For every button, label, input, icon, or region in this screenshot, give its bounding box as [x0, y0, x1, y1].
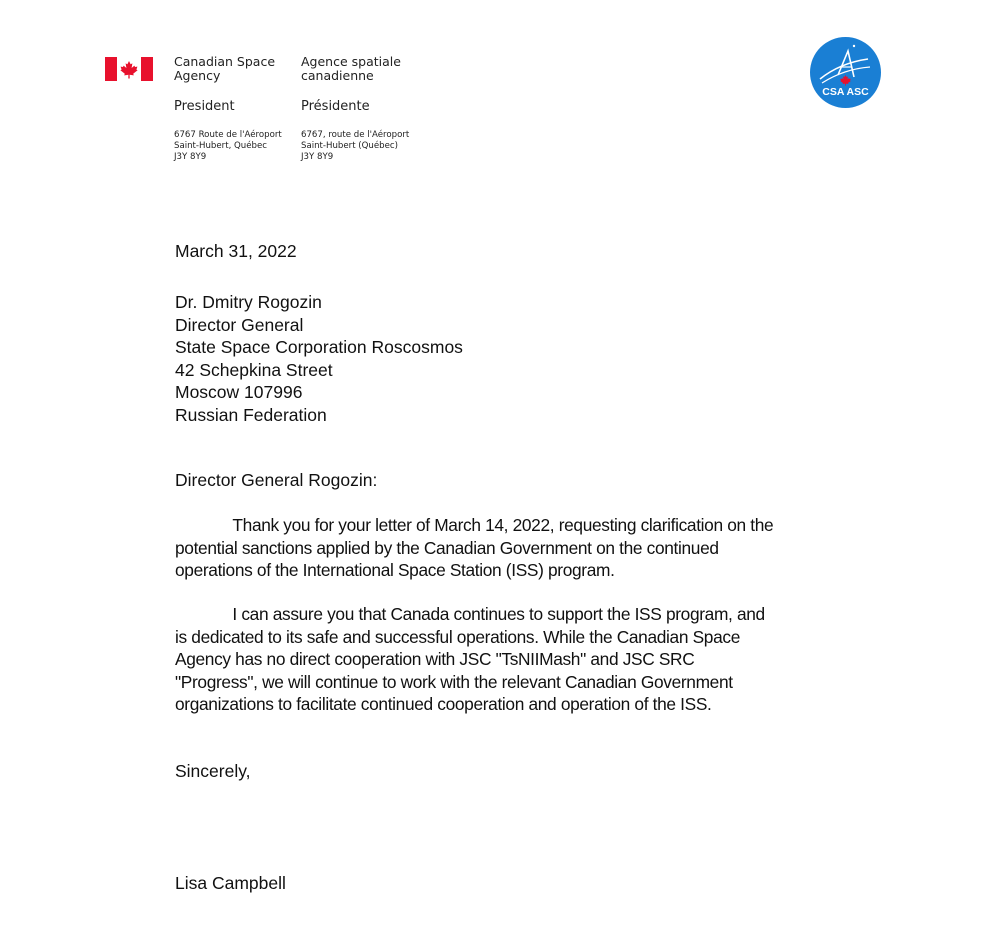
recipient-street: 42 Schepkina Street	[175, 359, 333, 380]
paragraph-line: organizations to facilitate continued cooperation and operation of the ISS.	[175, 694, 712, 714]
letter-date: March 31, 2022	[175, 241, 297, 261]
address-en-line: Saint-Hubert, Québec	[174, 141, 268, 151]
address-en	[174, 130, 294, 163]
office-title-fr: Présidente	[301, 99, 370, 114]
address-fr-line: Saint-Hubert (Québec)	[301, 141, 398, 151]
paragraph-line: potential sanctions applied by the Canadian Government on the continued	[175, 537, 719, 558]
canada-flag-icon	[105, 57, 153, 81]
recipient-name: Dr. Dmitry Rogozin	[175, 292, 322, 312]
closing: Sincerely,	[175, 761, 251, 781]
paragraph-line: operations of the International Space Station (ISS) program.	[175, 560, 615, 580]
address-fr-line: J3Y 8Y9	[301, 152, 334, 162]
paragraph-line: "Progress", we will continue to work with the relevant Canadian Government	[175, 671, 733, 692]
address-fr-line: 6767, route de l'Aéroport	[301, 130, 410, 140]
recipient-address	[175, 291, 463, 426]
recipient-city: Moscow 107996	[175, 382, 303, 402]
org-name-en	[174, 55, 294, 83]
office-title-en: President	[174, 99, 235, 114]
org-name-en-line2: Agency	[174, 68, 221, 83]
address-en-line: J3Y 8Y9	[174, 152, 207, 162]
paragraph-line: I can assure you that Canada continues to support the ISS program, and	[232, 604, 765, 624]
recipient-title: Director General	[175, 314, 304, 335]
paragraph-1	[175, 514, 868, 582]
address-fr	[301, 130, 431, 163]
salutation: Director General Rogozin:	[175, 470, 378, 490]
address-en-line: 6767 Route de l'Aéroport	[174, 130, 282, 140]
paragraph-line: is dedicated to its safe and successful operations. While the Canadian Space	[175, 626, 740, 647]
svg-text:CSA ASC: CSA ASC	[822, 86, 869, 98]
csa-asc-logo-icon	[810, 37, 881, 108]
paragraph-line: Thank you for your letter of March 14, 2022, requesting clarification on the	[232, 515, 774, 535]
org-name-fr-line1: Agence spatiale	[301, 54, 401, 69]
paragraph-line: Agency has no direct cooperation with JSC "TsNIIMash" and JSC SRC	[175, 649, 695, 669]
paragraph-2	[175, 603, 868, 716]
org-name-en-line1: Canadian Space	[174, 54, 276, 69]
org-name-fr-line2: canadienne	[301, 68, 374, 83]
org-name-fr	[301, 55, 431, 83]
recipient-organization: State Space Corporation Roscosmos	[175, 337, 463, 357]
letterhead-french	[301, 55, 431, 163]
signer-name: Lisa Campbell	[175, 873, 286, 893]
recipient-country: Russian Federation	[175, 404, 327, 425]
letterhead-english	[174, 55, 294, 163]
